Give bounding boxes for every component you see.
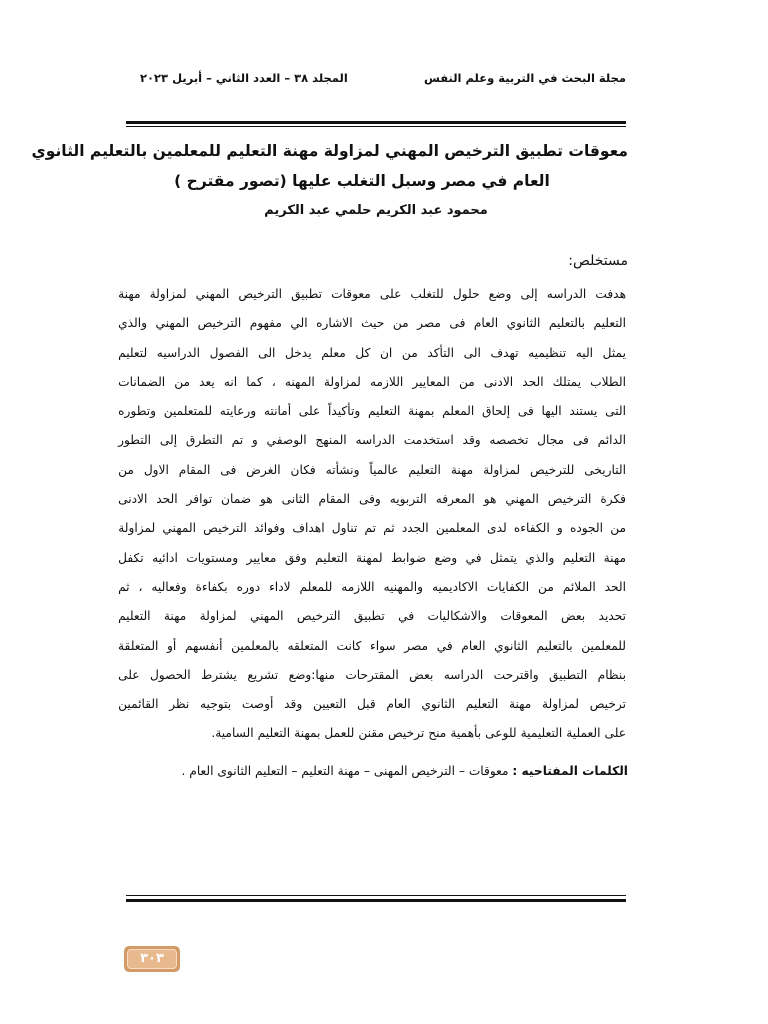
abstract-word: الجدد — [401, 521, 429, 536]
article-title-line-2: العام في مصر وسبل التغلب عليها (تصور مقترح ) — [174, 172, 550, 190]
abstract-word: والذي — [118, 316, 147, 331]
abstract-word: تناول — [331, 521, 358, 536]
abstract-word: اليه — [575, 345, 594, 360]
abstract-word: مصر — [417, 316, 441, 331]
abstract-word: للوعى — [485, 726, 517, 741]
page-number-badge — [124, 946, 180, 972]
abstract-word: من — [118, 462, 134, 477]
abstract-word: يعد — [199, 374, 215, 389]
article-title-line-1: معوقات تطبيق الترخيص المهني لمزاولة مهنة التعليم للمعلمين بالتعليم الثانوي — [31, 142, 628, 160]
abstract-word: إلحاق — [481, 404, 511, 419]
abstract-word: المهني — [155, 316, 190, 331]
abstract-word: الى — [258, 345, 276, 360]
abstract-word: مقنن — [358, 726, 384, 741]
abstract-word: عالمياً — [369, 462, 399, 477]
abstract-word: العملية — [566, 726, 601, 741]
abstract-word: والاشكاليات — [427, 609, 487, 624]
abstract-line — [118, 309, 626, 338]
abstract-word: ورعايته — [219, 404, 257, 419]
abstract-word: أمانته — [263, 404, 292, 419]
abstract-word: دوره — [236, 579, 261, 594]
abstract-word: وضع — [488, 287, 512, 301]
abstract-word: كل — [355, 345, 371, 360]
abstract-word: تطبيق — [291, 287, 322, 301]
abstract-word: يدخل — [285, 345, 312, 360]
abstract-word: وفى — [358, 492, 381, 507]
abstract-word: مهنة — [118, 287, 141, 301]
abstract-word: هدفت — [595, 287, 626, 301]
abstract-word: للترخيص — [530, 462, 575, 477]
abstract-word: الوصفي — [266, 433, 307, 448]
abstract-word: الحصول — [149, 667, 191, 682]
abstract-word: التاريخى — [584, 462, 626, 477]
abstract-word: تنظيميه — [528, 345, 567, 360]
abstract-word: الغرض — [246, 462, 281, 477]
abstract-word: المهنه — [284, 374, 315, 389]
abstract-word: من — [401, 345, 418, 360]
abstract-word: الثانوي — [506, 316, 541, 331]
abstract-word: المهني — [195, 287, 230, 301]
abstract-word: الجوده — [569, 521, 604, 536]
abstract-word: بالمعلمين — [231, 638, 279, 653]
abstract-word: الدائم — [597, 433, 626, 448]
abstract-word: التعيين — [312, 697, 347, 712]
abstract-word: كما — [246, 374, 263, 389]
abstract-word: التى — [605, 404, 626, 419]
abstract-word: من — [610, 521, 626, 536]
abstract-word: الترخيص — [197, 316, 242, 331]
abstract-word: التعليم — [465, 697, 499, 712]
abstract-word: التعليم — [315, 550, 348, 565]
abstract-word: لمزاولة — [118, 521, 156, 536]
abstract-word: الحد — [522, 374, 544, 389]
keywords — [130, 764, 628, 778]
abstract-word: يشترط — [201, 667, 237, 682]
abstract-word: و — [251, 433, 258, 448]
abstract-word: للمعلمين — [581, 638, 626, 653]
abstract-word: كانت — [336, 638, 362, 653]
abstract-word: سواء — [370, 638, 396, 653]
running-header — [140, 68, 626, 88]
abstract-word: الفصول — [209, 345, 249, 360]
abstract-word: للعمل — [324, 726, 355, 741]
abstract-word: من — [392, 316, 409, 331]
abstract-word: لمزاولة — [323, 374, 361, 389]
abstract-word: لمزاولة — [199, 609, 237, 624]
abstract-word: وقد — [462, 433, 481, 448]
abstract-word: الاول — [143, 462, 169, 477]
abstract-line — [118, 602, 626, 631]
header-rule-thick — [126, 121, 626, 124]
abstract-word: الادنى — [118, 492, 148, 507]
abstract-word: التعليم — [408, 462, 441, 477]
abstract-word: التعليمية — [520, 726, 563, 741]
abstract-word: المهني — [249, 609, 284, 624]
abstract-word: وتطوره — [118, 404, 156, 419]
abstract-word: وقد — [284, 697, 303, 712]
abstract-word: فى — [220, 462, 237, 477]
abstract-word: هو — [259, 492, 273, 507]
abstract-word: من — [458, 374, 475, 389]
abstract-word: فى — [449, 316, 466, 331]
abstract-word: وفوائد — [254, 521, 286, 536]
abstract-word: تطبيق — [353, 609, 385, 624]
abstract-word: الي — [290, 316, 308, 331]
abstract-word: ضمان — [221, 492, 252, 507]
abstract-word: في — [398, 609, 415, 624]
abstract-word: هو — [483, 492, 497, 507]
abstract-word: الثانوي — [494, 638, 528, 653]
abstract-word: التعليم — [367, 404, 401, 419]
abstract-word: الكفاءه — [513, 521, 550, 536]
abstract-word: و — [556, 521, 563, 536]
abstract-word: التعليم — [257, 726, 291, 741]
abstract-word: الدراسه — [355, 433, 395, 448]
abstract-word: اليها — [541, 404, 562, 419]
abstract-word: فكان — [290, 462, 316, 477]
abstract-word: يتمثل — [489, 550, 518, 565]
abstract-word: بكفاءة — [195, 579, 228, 594]
abstract-word: ترخيص — [589, 697, 626, 712]
abstract-word: إلى — [159, 433, 178, 448]
abstract-word: ثم — [118, 579, 130, 594]
abstract-word: لدى — [487, 521, 507, 536]
abstract-word: ان — [379, 345, 393, 360]
abstract-line — [118, 573, 626, 602]
abstract-word: ونشأته — [325, 462, 360, 477]
abstract-word: تهدف — [490, 345, 519, 360]
abstract-word: الدراسيه — [156, 345, 200, 360]
abstract-line — [118, 661, 626, 690]
abstract-word: المعرفه — [435, 492, 475, 507]
abstract-word: ، — [138, 579, 143, 594]
abstract-word: تم — [364, 521, 376, 536]
abstract-body — [118, 280, 626, 749]
abstract-word: اللازمه — [369, 374, 404, 389]
abstract-line — [118, 339, 626, 368]
abstract-word: معلم — [321, 345, 346, 360]
abstract-word: المعلم — [442, 404, 475, 419]
author-name: محمود عبد الكريم حلمي عبد الكريم — [264, 203, 488, 218]
keywords-value: معوقات – الترخيص المهنى – مهنة التعليم – التعليم الثانوى العام . — [181, 764, 509, 778]
abstract-word: لمزاولة — [483, 462, 521, 477]
abstract-word: والذي — [525, 550, 555, 565]
abstract-word: التطبيق — [549, 667, 588, 682]
abstract-word: ، — [271, 374, 276, 389]
abstract-word: القائمين — [118, 697, 159, 712]
abstract-line — [118, 397, 626, 426]
abstract-word: توافر — [186, 492, 213, 507]
abstract-word: الدراسه — [443, 667, 484, 682]
abstract-word: الترخيص — [238, 287, 282, 301]
abstract-word: بنظام — [597, 667, 626, 682]
abstract-word: المقام — [318, 492, 351, 507]
abstract-line — [118, 690, 626, 719]
abstract-word: منها:وضع — [288, 667, 335, 682]
abstract-word: التعليم — [562, 550, 596, 565]
abstract-line — [118, 544, 626, 573]
abstract-word: العام — [386, 697, 411, 712]
abstract-word: التطرق — [185, 433, 223, 448]
abstract-word: المعلمين — [435, 521, 480, 536]
abstract-word: مجال — [537, 433, 565, 448]
abstract-word: المهني — [505, 492, 539, 507]
abstract-word: بمهنة — [294, 726, 321, 741]
abstract-heading: مستخلص: — [568, 253, 628, 269]
abstract-word: بتوجيه — [200, 697, 232, 712]
abstract-word: واقترحت — [493, 667, 539, 682]
abstract-word: ادائيه — [152, 550, 178, 565]
abstract-word: لمهنة — [356, 550, 383, 565]
abstract-line — [118, 514, 626, 543]
abstract-word: التأكد — [427, 345, 455, 360]
abstract-word: فى — [572, 433, 589, 448]
abstract-word: التعليم — [118, 609, 151, 624]
abstract-word: تخصصه — [489, 433, 529, 448]
abstract-word: تم — [231, 433, 244, 448]
abstract-word: إلى — [520, 287, 538, 301]
abstract-word: بعض — [409, 667, 434, 682]
abstract-word: الحد — [156, 492, 178, 507]
abstract-word: نظر — [169, 697, 190, 712]
abstract-word: اهداف — [292, 521, 325, 536]
abstract-word: من — [174, 374, 191, 389]
abstract-word: بعض — [561, 609, 586, 624]
abstract-word: على — [604, 726, 626, 741]
abstract-word: مهنة — [508, 697, 532, 712]
abstract-word: يمثل — [602, 345, 626, 360]
abstract-word: الترخيص — [203, 521, 247, 536]
abstract-word: الاشاره — [316, 316, 353, 331]
abstract-word: العام — [461, 638, 486, 653]
abstract-word: على — [298, 404, 321, 419]
footer-rule-thick — [126, 899, 626, 902]
header-rule-thin — [126, 126, 626, 127]
abstract-word: تشريع — [247, 667, 279, 682]
abstract-word: مهنة — [450, 462, 474, 477]
abstract-word: التعليم — [593, 316, 626, 331]
abstract-word: قبل — [356, 697, 376, 712]
abstract-line — [118, 280, 626, 309]
abstract-word: الكفايات — [486, 579, 530, 594]
abstract-word: وتأكيداً — [327, 404, 361, 419]
abstract-word: أوصت — [241, 697, 274, 712]
footer-rule-thin — [126, 895, 626, 896]
abstract-word: أنفسهم — [184, 638, 223, 653]
abstract-word: الثانى — [281, 492, 310, 507]
abstract-word: ضوابط — [391, 550, 427, 565]
abstract-word: يستند — [569, 404, 598, 419]
abstract-word: وضع — [434, 550, 458, 565]
abstract-word: ومستويات — [186, 550, 239, 565]
abstract-word: لتعليم — [118, 345, 148, 360]
abstract-word: السامية. — [211, 726, 254, 741]
abstract-word: وفعاليه — [151, 579, 187, 594]
abstract-word: والمهنيه — [383, 579, 424, 594]
abstract-word: تكفل — [118, 550, 144, 565]
abstract-word: اللازمه — [341, 579, 375, 594]
abstract-word: مهنة — [603, 550, 626, 565]
abstract-word: لاداء — [269, 579, 291, 594]
abstract-word: في — [436, 638, 453, 653]
abstract-word: المتعلقه — [287, 638, 328, 653]
keywords-label: الكلمات المفتاحيه : — [512, 764, 628, 778]
abstract-word: المعوقات — [500, 609, 548, 624]
abstract-word: حيث — [361, 316, 385, 331]
abstract-word: فى — [517, 404, 534, 419]
abstract-word: ثم — [383, 521, 395, 536]
abstract-word: لمزاولة — [149, 287, 187, 301]
abstract-word: معوقات — [331, 287, 371, 301]
abstract-word: تحديد — [598, 609, 626, 624]
abstract-word: الاكاديميه — [431, 579, 478, 594]
abstract-word: استخدمت — [403, 433, 454, 448]
abstract-word: المتعلقة — [118, 638, 159, 653]
abstract-word: المهني — [162, 521, 196, 536]
abstract-word: وفق — [284, 550, 307, 565]
abstract-word: بالتعليم — [548, 316, 586, 331]
abstract-word: المنهج — [315, 433, 347, 448]
abstract-word: حلول — [452, 287, 480, 301]
abstract-word: مهنة — [163, 609, 187, 624]
abstract-word: ترخيص — [387, 726, 425, 741]
abstract-word: الثانوي — [421, 697, 456, 712]
abstract-line — [118, 456, 626, 485]
abstract-word: يمتلك — [552, 374, 582, 389]
abstract-word: المقترحات — [345, 667, 399, 682]
abstract-line — [118, 485, 626, 514]
abstract-word: على — [379, 287, 402, 301]
abstract-word: لمزاولة — [542, 697, 580, 712]
abstract-word: الطلاب — [590, 374, 626, 389]
issue-info: المجلد ٣٨ – العدد الثاني – أبريل ٢٠٢٣ — [140, 71, 348, 85]
abstract-word: منح — [428, 726, 447, 741]
abstract-word: الملائم — [562, 579, 596, 594]
abstract-line — [118, 426, 626, 455]
abstract-word: الترخيص — [547, 492, 592, 507]
page-number: ٣٠٣ — [127, 949, 177, 969]
article-title — [31, 136, 628, 196]
abstract-line — [118, 719, 626, 748]
abstract-word: التربويه — [389, 492, 427, 507]
abstract-word: العام — [473, 316, 499, 331]
abstract-word: بالتعليم — [536, 638, 573, 653]
abstract-word: فكرة — [600, 492, 626, 507]
abstract-word: أو — [167, 638, 177, 653]
abstract-word: معايير — [246, 550, 277, 565]
abstract-word: للمعلم — [299, 579, 333, 594]
abstract-word: الترخيص — [296, 609, 341, 624]
abstract-word: في — [465, 550, 482, 565]
abstract-word: التطور — [118, 433, 152, 448]
abstract-word: بأهمية — [450, 726, 482, 741]
abstract-word: الدراسه — [546, 287, 587, 301]
abstract-word: للمتعلمين — [163, 404, 213, 419]
abstract-line — [118, 368, 626, 397]
abstract-word: الضمانات — [118, 374, 166, 389]
abstract-word: الادنى — [483, 374, 514, 389]
abstract-word: المقام — [178, 462, 211, 477]
abstract-word: من — [538, 579, 554, 594]
abstract-line — [118, 632, 626, 661]
abstract-word: مفهوم — [249, 316, 282, 331]
abstract-word: للتغلب — [410, 287, 444, 301]
abstract-word: المعايير — [412, 374, 450, 389]
journal-name: مجلة البحث في التربية وعلم النفس — [424, 71, 626, 85]
abstract-word: على — [118, 667, 140, 682]
abstract-word: انه — [223, 374, 238, 389]
abstract-word: الحد — [604, 579, 626, 594]
abstract-word: بمهنة — [408, 404, 435, 419]
abstract-word: الى — [463, 345, 481, 360]
abstract-word: مصر — [404, 638, 429, 653]
